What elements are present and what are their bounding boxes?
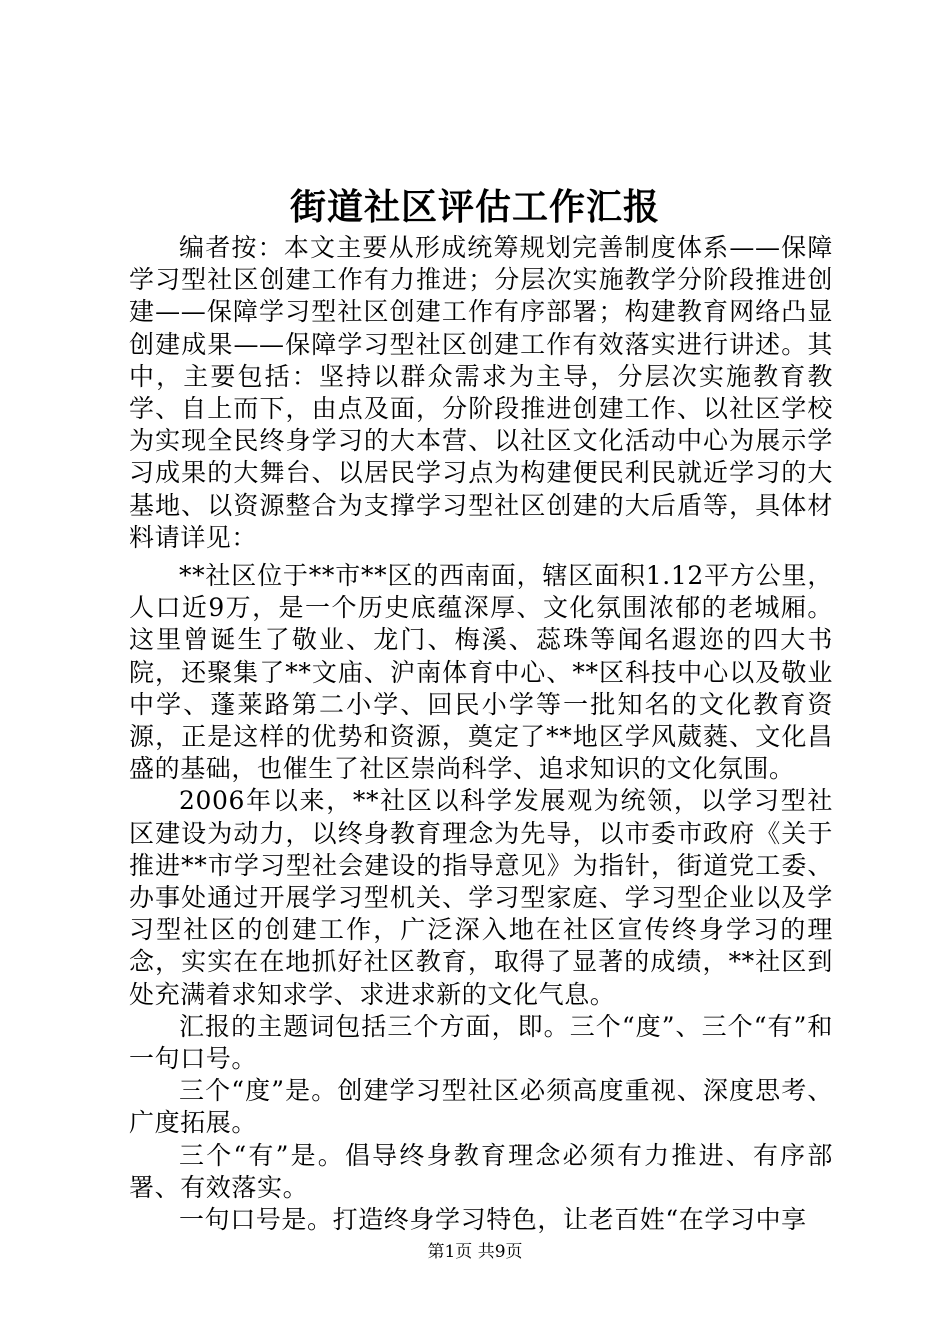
slogan-paragraph: 一句口号是。打造终身学习特色，让老百姓“在学习中享 (179, 1205, 807, 1235)
editor-note-paragraph: 编者按：本文主要从形成统筹规划完善制度体系——保障学习型社区创建工作有力推进；分层次实施教学分阶段推进创建——保障学习型社区创建工作有序部署；构建教育网络凸显创建成果——保障学习型社区创建工作有效落实进行讲述。其中，主要包括：坚持以群众需求为主导，分层次实施教育教学、自上而下，由点及面，分阶段推进创建工作、以社区学校为实现全民终身学习的大本营、以社区文化活动中心为展示学习成果的大舞台、以居民学习点为构建便民利民就近学习的大基地、以资源整合为支撑学习型社区创建的大后盾等，具体材料请详见： (129, 233, 833, 552)
achievements-paragraph: 2006年以来，**社区以科学发展观为统领，以学习型社区建设为动力，以终身教育理念为先导，以市委市政府《关于推进**市学习型社会建设的指导意见》为指针，街道党工委、办事处通过开展学习型机关、学习型家庭、学习型企业以及学习型社区的创建工作，广泛深入地在社区宣传终身学习的理念，实实在在地抓好社区教育，取得了显著的成绩，**社区到处充满着求知求学、求进求新的文化气息。 (129, 786, 833, 1009)
theme-words-paragraph: 汇报的主题词包括三个方面，即。三个“度”、三个“有”和一句口号。 (129, 1011, 833, 1074)
document-body (129, 232, 833, 1236)
three-degrees-paragraph: 三个“度”是。创建学习型社区必须高度重视、深度思考、广度拓展。 (129, 1076, 833, 1138)
page-number-footer: 第1页 共9页 (427, 1242, 523, 1262)
three-haves-paragraph: 三个“有”是。倡导终身教育理念必须有力推进、有序部署、有效落实。 (129, 1140, 833, 1202)
document-title: 街道社区评估工作汇报 (289, 186, 660, 228)
community-intro-paragraph: **社区位于**市**区的西南面，辖区面积1.12平方公里，人口近9万，是一个历史底蕴深厚、文化氛围浓郁的老城厢。这里曾诞生了敬业、龙门、梅溪、蕊珠等闻名遐迩的四大书院，还聚集了**文庙、沪南体育中心、**区科技中心以及敬业中学、蓬莱路第二小学、回民小学等一批知名的文化教育资源，正是这样的优势和资源，奠定了**地区学风葳蕤、文化昌盛的基础，也催生了社区崇尚科学、追求知识的文化氛围。 (129, 561, 833, 784)
